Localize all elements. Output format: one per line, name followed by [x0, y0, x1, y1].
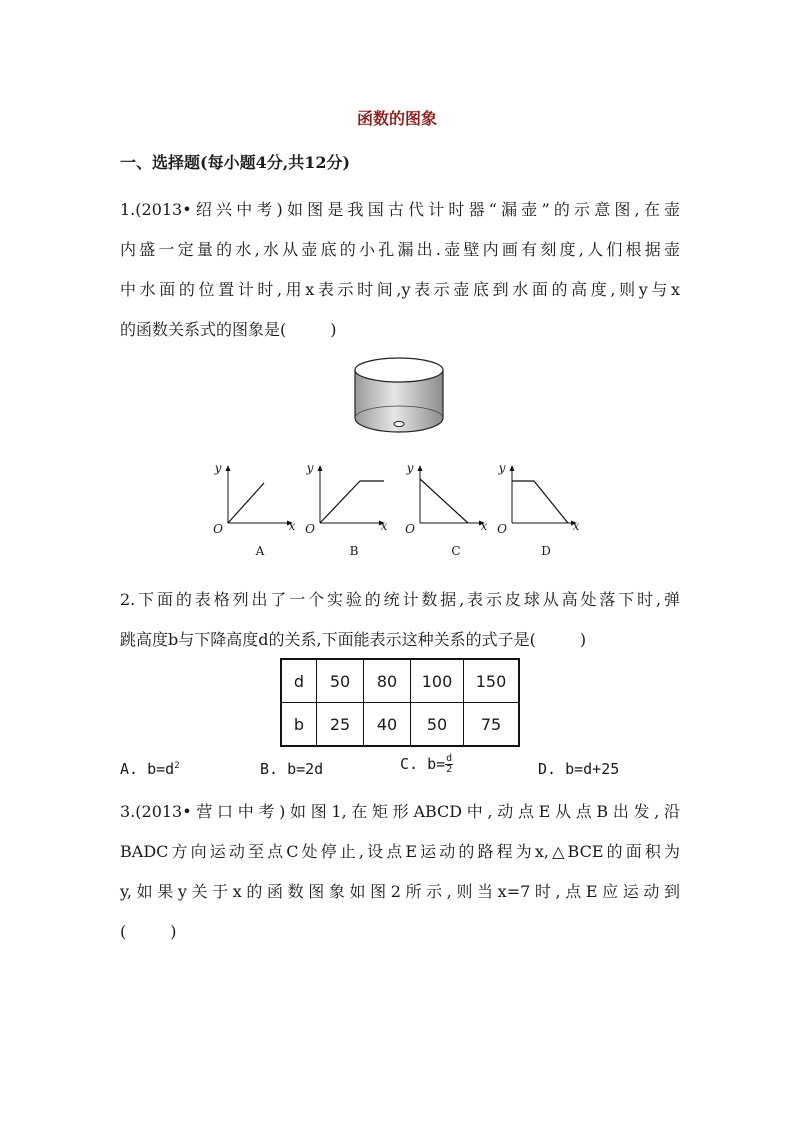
graph-a-y-label: y [214, 461, 222, 475]
graph-b-y-label: y [306, 461, 314, 475]
graph-c-label: C [451, 544, 461, 558]
question-3-close-paren: ) [170, 922, 177, 941]
option-a [120, 760, 180, 778]
option-c-numerator: d [446, 753, 453, 764]
question-1-line-4 [120, 310, 680, 350]
table-cell: 100 [411, 659, 464, 703]
question-2-line-1: 2.下面的表格列出了一个实验的统计数据,表示皮球从高处落下时,弹 [120, 590, 680, 609]
question-3-line-4-text: ( [120, 922, 127, 941]
graph-c-x-label: x [480, 519, 488, 533]
page-title: 函数的图象 [356, 109, 437, 128]
table-cell: b [281, 703, 317, 747]
graph-d-x-label: x [572, 519, 580, 533]
option-c-denominator: 2 [446, 764, 453, 775]
question-3 [120, 792, 680, 952]
option-c-text: C. b= [400, 755, 446, 773]
graph-c-origin: O [405, 522, 415, 536]
water-clock-illustration [354, 356, 444, 436]
table-cell: 50 [411, 703, 464, 747]
graph-a [228, 465, 298, 525]
graph-a-label: A [255, 544, 265, 558]
graph-b-label: B [349, 544, 359, 558]
option-c [400, 754, 453, 775]
question-2-line-2 [120, 620, 680, 660]
graph-b-x-label: x [380, 519, 388, 533]
table-cell: d [281, 659, 317, 703]
option-b: B. b=2d [260, 760, 324, 778]
table-cell: 50 [317, 659, 364, 703]
table-row [281, 659, 519, 703]
question-1-line-3: 中水面的位置计时,用x表示时间,y表示壶底到水面的高度,则y与x [120, 280, 680, 299]
graph-d-y-label: y [498, 461, 506, 475]
graph-d [512, 465, 582, 525]
graph-c-y-label: y [406, 461, 414, 475]
question-3-line-3: y,如果y关于x的函数图象如图2所示,则当x=7时,点E应运动到 [120, 882, 680, 901]
option-a-exponent: 2 [174, 761, 180, 771]
question-1-close-paren: ) [330, 320, 337, 339]
option-c-fraction [445, 754, 453, 775]
table-cell: 150 [464, 659, 520, 703]
table-cell: 40 [364, 703, 411, 747]
graph-a-origin: O [213, 522, 223, 536]
graph-b [320, 465, 390, 525]
graph-b-origin: O [305, 522, 315, 536]
question-1-line-2: 内盛一定量的水,水从壶底的小孔漏出.壶壁内画有刻度,人们根据壶 [120, 240, 680, 259]
graph-c [420, 465, 490, 525]
table-cell: 25 [317, 703, 364, 747]
table-row [281, 703, 519, 747]
question-2 [120, 580, 680, 660]
question-2-line-2-text: 跳高度b与下降高度d的关系,下面能表示这种关系的式子是( [120, 630, 536, 649]
question-1-line-1: 1.(2013•绍兴中考)如图是我国古代计时器“漏壶”的示意图,在壶 [120, 200, 680, 219]
question-1 [120, 190, 680, 350]
question-3-line-1: 3.(2013•营口中考)如图1,在矩形ABCD中,动点E从点B出发,沿 [120, 802, 680, 821]
table-cell: 80 [364, 659, 411, 703]
graph-d-origin: O [497, 522, 507, 536]
option-d: D. b=d+25 [538, 760, 620, 778]
graph-a-x-label: x [288, 519, 296, 533]
question-3-line-2: BADC方向运动至点C处停止,设点E运动的路程为x,△BCE的面积为 [120, 842, 680, 861]
table-cell: 75 [464, 703, 520, 747]
data-table [280, 658, 520, 747]
question-2-close-paren: ) [579, 630, 587, 649]
section-heading: 一、选择题(每小题4分,共12分) [120, 153, 351, 172]
graph-d-label: D [541, 544, 551, 558]
option-a-text: A. b=d [120, 760, 175, 778]
question-3-line-4 [120, 912, 680, 952]
question-1-line-4-text: 的函数关系式的图象是( [120, 320, 287, 339]
